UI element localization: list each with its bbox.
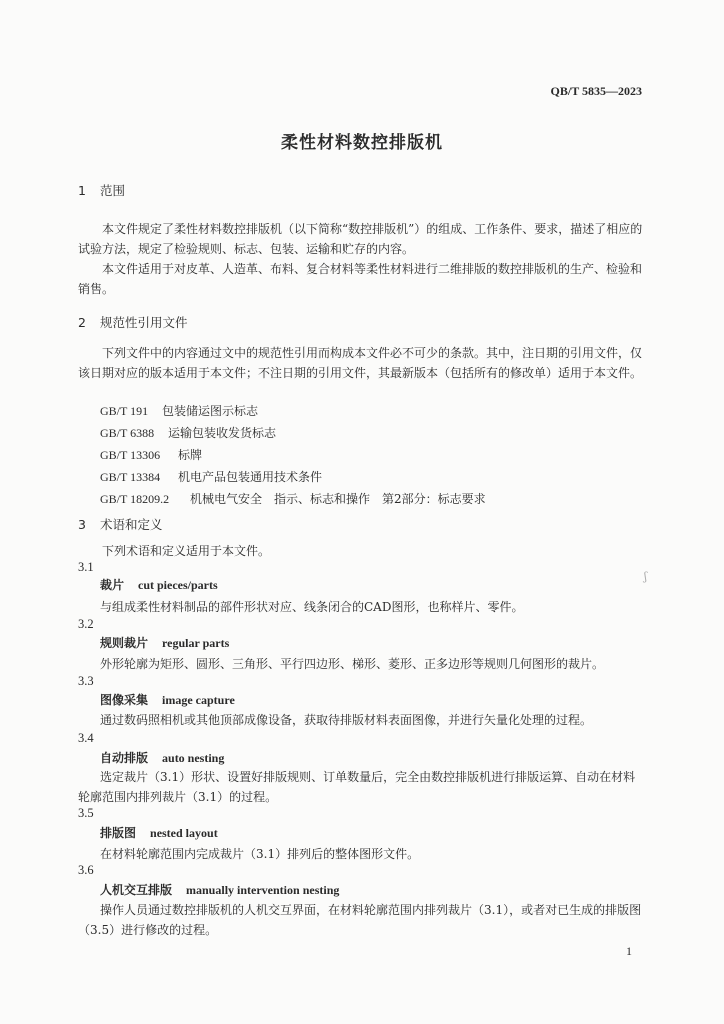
section-1-body [78, 219, 646, 299]
reference-title: 机械电气安全 指示、标志和操作 第2部分：标志要求 [190, 492, 486, 506]
term-name [100, 749, 224, 766]
term-number: 3.5 [78, 806, 94, 820]
term-definition [78, 654, 646, 674]
section-3-intro [78, 541, 646, 561]
definition-text: 在材料轮廓范围内完成裁片（3.1）排列后的整体图形文件。 [100, 847, 420, 861]
page-number: 1 [626, 944, 632, 958]
term-number: 3.2 [78, 617, 94, 631]
term-number: 3.3 [78, 674, 94, 688]
term-zh: 规则裁片 [100, 636, 149, 650]
term-number: 3.1 [78, 560, 94, 574]
definition-text: 外形轮廓为矩形、圆形、三角形、平行四边形、梯形、菱形、正多边形等规则几何图形的裁片。 [100, 657, 605, 671]
section-title: 术语和定义 [100, 517, 163, 532]
term-en: regular parts [162, 636, 230, 650]
reference-item [100, 490, 486, 507]
term-definition [78, 597, 646, 617]
term-zh: 自动排版 [100, 751, 149, 765]
section-number: 3 [78, 517, 86, 532]
term-zh: 人机交互排版 [100, 883, 173, 897]
reference-title: 标牌 [178, 448, 203, 462]
term-zh: 裁片 [100, 578, 125, 592]
standard-code: QB/T 5835—2023 [550, 84, 642, 98]
term-number: 3.6 [78, 863, 94, 877]
definition-text: 操作人员通过数控排版机的人机交互界面，在材料轮廓范围内排列裁片（3.1），或者对已生成的排版图（3.5）进行修改的过程。 [78, 903, 642, 937]
term-number: 3.4 [78, 731, 94, 745]
paragraph: 下列术语和定义适用于本文件。 [102, 544, 271, 558]
section-1-heading [78, 181, 646, 199]
section-number: 2 [78, 315, 86, 330]
term-name [100, 824, 218, 841]
term-name [100, 576, 218, 593]
document-title: 柔性材料数控排版机 [281, 133, 443, 153]
term-zh: 图像采集 [100, 693, 149, 707]
term-definition [78, 900, 646, 940]
term-name [100, 691, 235, 708]
section-3-heading [78, 515, 646, 533]
reference-title: 包装储运图示标志 [162, 404, 259, 418]
definition-text: 选定裁片（3.1）形状、设置好排版规则、订单数量后，完全由数控排版机进行排版运算、自动在材料轮廓范围内排列裁片（3.1）的过程。 [78, 770, 636, 804]
section-title: 范围 [100, 183, 126, 198]
term-definition [78, 710, 646, 730]
reference-title: 机电产品包装通用技术条件 [178, 470, 323, 484]
reference-code: GB/T 13306 [100, 448, 161, 462]
term-en: nested layout [150, 826, 218, 840]
reference-code: GB/T 6388 [100, 426, 155, 440]
reference-title: 运输包装收发货标志 [168, 426, 277, 440]
section-2-intro [78, 343, 646, 383]
term-definition [78, 844, 646, 864]
paragraph: 下列文件中的内容通过文中的规范性引用而构成本文件必不可少的条款。其中，注日期的引用文件，仅该日期对应的版本适用于本文件；不注日期的引用文件，其最新版本（包括所有的修改单）适用于本文件。 [78, 346, 643, 380]
paragraph: 本文件适用于对皮革、人造革、布料、复合材料等柔性材料进行二维排版的数控排版机的生产、检验和销售。 [78, 262, 643, 296]
reference-item [100, 446, 202, 463]
reference-code: GB/T 13384 [100, 470, 161, 484]
term-en: image capture [162, 693, 235, 707]
section-number: 1 [78, 183, 86, 198]
term-en: manually intervention nesting [186, 883, 340, 897]
term-name [100, 881, 339, 898]
term-en: cut pieces/parts [138, 578, 218, 592]
term-zh: 排版图 [100, 826, 137, 840]
reference-item [100, 402, 258, 419]
term-name [100, 634, 229, 651]
term-en: auto nesting [162, 751, 225, 765]
section-title: 规范性引用文件 [100, 315, 188, 330]
definition-text: 通过数码照相机或其他顶部成像设备，获取待排版材料表面图像，并进行矢量化处理的过程。 [100, 713, 593, 727]
paragraph: 本文件规定了柔性材料数控排版机（以下简称“数控排版机”）的组成、工作条件、要求，描述了相应的试验方法，规定了检验规则、标志、包装、运输和贮存的内容。 [78, 222, 643, 256]
term-definition [78, 767, 646, 807]
reference-item [100, 468, 322, 485]
scan-mark: ʃ [644, 570, 647, 583]
definition-text: 与组成柔性材料制品的部件形状对应、线条闭合的CAD图形，也称样片、零件。 [100, 600, 524, 614]
reference-code: GB/T 18209.2 [100, 492, 170, 506]
section-2-heading [78, 313, 646, 331]
reference-item [100, 424, 276, 441]
reference-code: GB/T 191 [100, 404, 149, 418]
